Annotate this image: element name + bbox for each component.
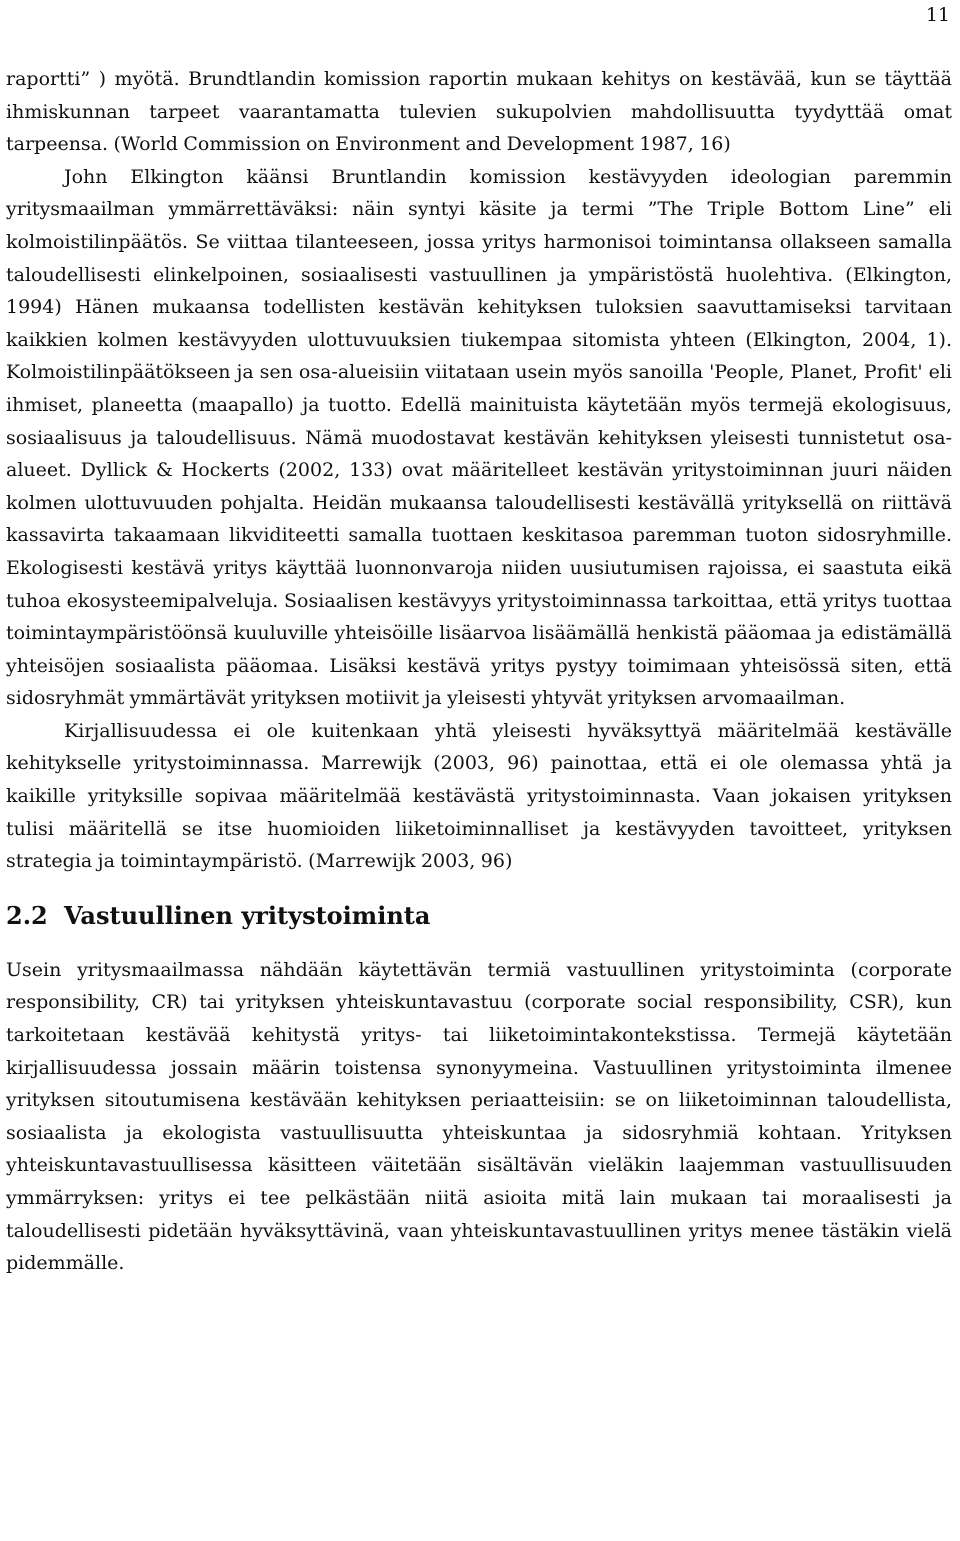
body-paragraph: Kirjallisuudessa ei ole kuitenkaan yhtä yleisesti hyväksyttyä määritelmää kestävälle kehitykselle yritystoiminnassa. Marrewijk (2003, 96) painottaa, että ei ole olemassa yhtä ja kaikille yrityksille sopivaa määritelmää kestävästä yritystoiminnasta. Vaan jokaisen yrityksen tulisi määritellä se itse huomioiden liiketoiminnalliset ja kestävyyden tavoitteet, yrityksen strategia ja toimintaympäristö. (Marrewijk 2003, 96) (6, 719, 952, 873)
document-body (6, 63, 952, 1280)
section-heading (6, 900, 952, 932)
body-paragraph: John Elkington käänsi Bruntlandin komission kestävyyden ideologian paremmin yritysmaailman ymmärrettäväksi: näin syntyi käsite ja termi ”The Triple Bottom Line” eli kolmoistilinpäätös. Se viittaa tilanteeseen, jossa yritys harmonisoi toimintansa ollakseen samalla taloudellisesti elinkelpoinen, sosiaalisesti vastuullinen ja ympäristöstä huolehtiva. (Elkington, 1994) Hänen mukaansa todellisten kestävän kehityksen tuloksien saavuttamiseksi tarvitaan kaikkien kolmen kestävyyden ulottuvuuksien tiukempaa sitomista yhteen (Elkington, 2004, 1). Kolmoistilinpäätökseen ja sen osa-alueisiin viitataan usein myös sanoilla 'People, Planet, Profit' eli ihmiset, planeetta (maapallo) ja tuotto. Edellä mainituista käytetään myös termejä ekologisuus, sosiaalisuus ja taloudellisuus. Nämä muodostavat kestävän kehityksen yleisesti tunnistetut osa-alueet. Dyllick & Hockerts (2002, 133) ovat määritelleet kestävän yritystoiminnan juuri näiden kolmen ulottuvuuden pohjalta. Heidän mukaansa taloudellisesti kestävällä yrityksellä on riittävä kassavirta takaamaan likviditeetti samalla tuottaen keskitasoa paremman tuoton sidosryhmille. Ekologisesti kestävä yritys käyttää luonnonvaroja niiden uusiutumisen rajoissa, ei saastuta eikä tuhoa ekosysteemipalveluja. Sosiaalisen kestävyys yritystoiminnassa tarkoittaa, että yritys tuottaa toimintaympäristöönsä kuuluville yhteisöille lisäarvoa lisäämällä henkistä pääomaa ja edistämällä yhteisöjen sosiaalista pääomaa. Lisäksi kestävä yritys pystyy toimimaan yhteisössä siten, että sidosryhmät ymmärtävät yrityksen motiivit ja yleisesti yhtyvät yrityksen arvomaailman. (6, 165, 952, 710)
section-number: 2.2 (6, 900, 48, 930)
section-title: Vastuullinen yritystoiminta (64, 900, 431, 930)
section-paragraph: Usein yritysmaailmassa nähdään käytettävän termiä vastuullinen yritystoiminta (corporate responsibility, CR) tai yrityksen yhteiskuntavastuu (corporate social responsibility, CSR), kun tarkoitetaan kestävää kehitystä yritys- tai liiketoimintakontekstissa. Termejä käytetään kirjallisuudessa jossain määrin toistensa synonyymeina. Vastuullinen yritystoiminta ilmenee yrityksen sitoutumisena kestävään kehityksen periaatteisiin: se on liiketoiminnan taloudellista, sosiaalista ja ekologista vastuullisuutta yhteiskuntaa ja sidosryhmiä kohtaan. Yrityksen yhteiskuntavastuullisessa käsitteen väitetään sisältävän vieläkin laajemman vastuullisuuden ymmärryksen: yritys ei tee pelkästään niitä asioita mitä lain mukaan tai moraalisesti ja taloudellisesti pidetään hyväksyttävinä, vaan yhteiskuntavastuullinen yritys menee tästäkin vielä pidemmälle. (6, 958, 952, 1275)
page-number: 11 (925, 4, 950, 26)
body-paragraph: raportti” ) myötä. Brundtlandin komission raportin mukaan kehitys on kestävää, kun se täyttää ihmiskunnan tarpeet vaarantamatta tulevien sukupolvien mahdollisuutta tyydyttää omat tarpeensa. (World Commission on Environment and Development 1987, 16) (6, 68, 952, 156)
